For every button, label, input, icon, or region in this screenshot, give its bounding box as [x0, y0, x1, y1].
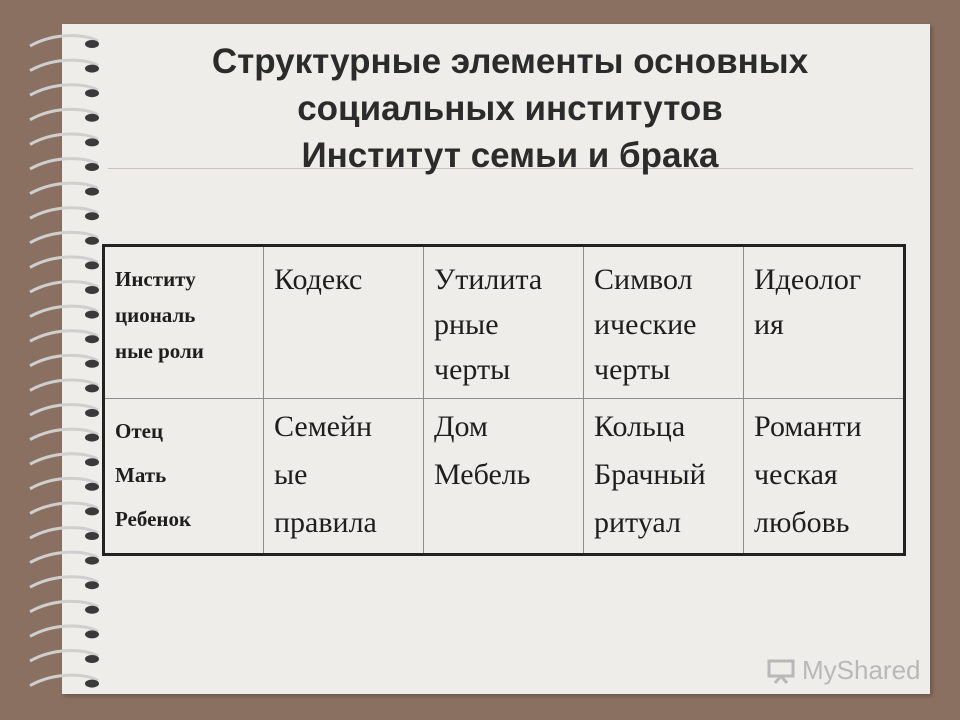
cell-text: Отец: [115, 419, 164, 443]
cell-text: Кодекс: [274, 263, 363, 296]
table-cell-symbolic-header: [584, 246, 744, 399]
cell-text: циональ: [115, 303, 196, 327]
cell-text: Символ: [594, 263, 693, 296]
watermark: [766, 655, 921, 686]
binding-hole: [85, 212, 99, 220]
binding-hole: [85, 335, 99, 343]
binding-hole: [85, 237, 99, 245]
binding-hole: [85, 557, 99, 565]
binding-hole: [85, 532, 99, 540]
cell-text: Мать: [115, 463, 167, 487]
table-cell-roles-header: [104, 246, 264, 399]
table-cell-ideology-header: [744, 246, 905, 399]
binding-hole: [85, 507, 99, 515]
binding-hole: [85, 630, 99, 638]
cell-text: черты: [434, 353, 511, 386]
cell-text: ия: [754, 308, 784, 341]
binding-hole: [85, 581, 99, 589]
slide-title: [150, 38, 870, 179]
table-cell-code: [264, 399, 424, 555]
cell-text: Мебель: [434, 458, 531, 491]
cell-text: Дом: [434, 410, 488, 443]
cell-text: Кольца: [594, 410, 686, 443]
binding-hole: [85, 409, 99, 417]
table-cell-symbolic: [584, 399, 744, 555]
binding-hole: [85, 163, 99, 171]
binding-hole: [85, 40, 99, 48]
watermark-text: MyShared: [802, 655, 921, 685]
cell-text: правила: [274, 506, 377, 539]
title-line-2: социальных институтов: [297, 89, 723, 128]
cell-text: ические: [594, 308, 697, 341]
cell-text: Институ: [115, 267, 196, 291]
cell-text: Романти: [754, 410, 862, 443]
cell-text: Ребенок: [115, 507, 192, 531]
binding-hole: [85, 65, 99, 73]
cell-text: Брачный: [594, 458, 706, 491]
title-line-3: Институт семьи и брака: [301, 136, 719, 175]
table-cell-roles: [104, 399, 264, 555]
table-header-row: [104, 246, 905, 399]
binding-hole: [85, 680, 99, 688]
cell-text: ческая: [754, 458, 838, 491]
binding-hole: [85, 384, 99, 392]
cell-text: любовь: [754, 506, 850, 539]
binding-hole: [85, 458, 99, 466]
binding-hole: [85, 655, 99, 663]
cell-text: Идеолог: [754, 263, 862, 296]
binding-hole: [85, 286, 99, 294]
table-cell-utilitarian-header: [424, 246, 584, 399]
table-row: [104, 399, 905, 555]
cell-text: черты: [594, 353, 671, 386]
table-cell-utilitarian: [424, 399, 584, 555]
binding-hole: [85, 311, 99, 319]
binding-hole: [85, 138, 99, 146]
table-cell-ideology: [744, 399, 905, 555]
binding-hole: [85, 188, 99, 196]
binding-hole: [85, 114, 99, 122]
cell-text: Семейн: [274, 410, 373, 443]
binding-hole: [85, 483, 99, 491]
table-cell-code-header: [264, 246, 424, 399]
binding-hole: [85, 360, 99, 368]
binding-hole: [85, 606, 99, 614]
cell-text: ные роли: [115, 339, 204, 363]
cell-text: ые: [274, 458, 308, 491]
institution-table: [102, 244, 906, 556]
cell-text: Утилита: [434, 263, 543, 296]
binding-hole: [85, 261, 99, 269]
cell-text: ритуал: [594, 506, 681, 539]
title-line-1: Структурные элементы основных: [211, 42, 809, 81]
binding-hole: [85, 89, 99, 97]
presentation-icon: [766, 658, 796, 684]
cell-text: рные: [434, 308, 499, 341]
spiral-binding: [0, 0, 110, 720]
binding-hole: [85, 434, 99, 442]
